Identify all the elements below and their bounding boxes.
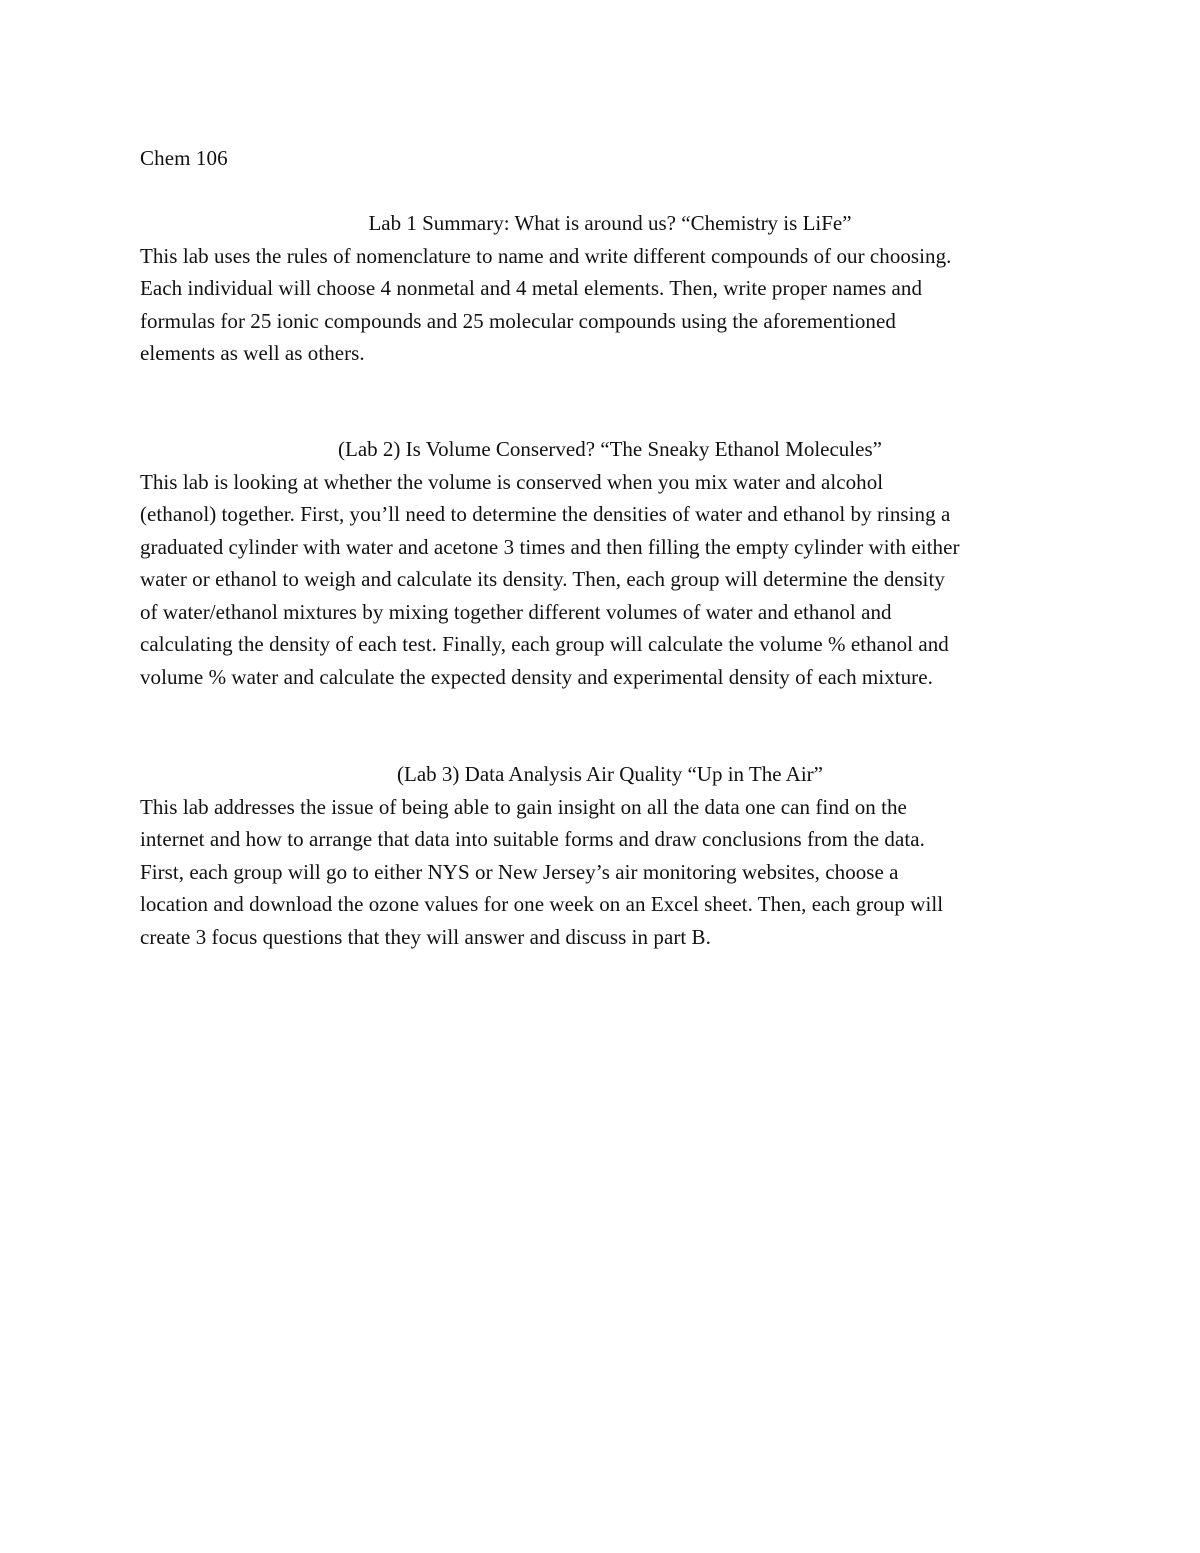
lab-2-text-line: water or ethanol to weigh and calculate its density. Then, each group will determine the density <box>140 567 945 591</box>
lab-1-text-line: formulas for 25 ionic compounds and 25 molecular compounds using the aforementioned <box>140 308 896 333</box>
lab-2-text-line: (ethanol) together. First, you’ll need to determine the densities of water and ethanol by rinsing a <box>140 502 951 526</box>
lab-3-text-line: internet and how to arrange that data into suitable forms and draw conclusions from the data. <box>140 827 925 851</box>
lab-2-text-line: This lab is looking at whether the volume is conserved when you mix water and alcohol <box>140 469 884 494</box>
lab-1-text-line: Each individual will choose 4 nonmetal and 4 metal elements. Then, write proper names and <box>140 276 923 300</box>
lab-2-text-line: of water/ethanol mixtures by mixing together different volumes of water and ethanol and <box>140 599 892 624</box>
lab-2-heading: (Lab 2) Is Volume Conserved? “The Sneaky Ethanol Molecules” <box>338 437 882 461</box>
lab-3-section <box>140 758 1060 953</box>
lab-3-text-line: This lab addresses the issue of being able to gain insight on all the data one can find on the <box>140 794 907 819</box>
lab-3-heading: (Lab 3) Data Analysis Air Quality “Up in The Air” <box>397 762 823 786</box>
lab-2-text-line: volume % water and calculate the expected density and experimental density of each mixture. <box>140 664 933 689</box>
course-title: Chem 106 <box>140 146 228 170</box>
lab-3-text-line: location and download the ozone values for one week on an Excel sheet. Then, each group will <box>140 892 944 916</box>
lab-2-section <box>140 433 1060 693</box>
lab-1-section <box>140 207 1060 370</box>
lab-1-text-line: This lab uses the rules of nomenclature to name and write different compounds of our choosing. <box>140 243 952 268</box>
lab-1-text-line: elements as well as others. <box>140 341 365 365</box>
lab-1-heading: Lab 1 Summary: What is around us? “Chemistry is LiFe” <box>368 211 852 235</box>
lab-2-text-line: calculating the density of each test. Finally, each group will calculate the volume % ethanol and <box>140 632 949 656</box>
lab-3-text-line: First, each group will go to either NYS or New Jersey’s air monitoring websites, choose a <box>140 859 899 884</box>
lab-2-text-line: graduated cylinder with water and acetone 3 times and then filling the empty cylinder with either <box>140 534 960 559</box>
lab-3-text-line: create 3 focus questions that they will answer and discuss in part B. <box>140 924 711 949</box>
